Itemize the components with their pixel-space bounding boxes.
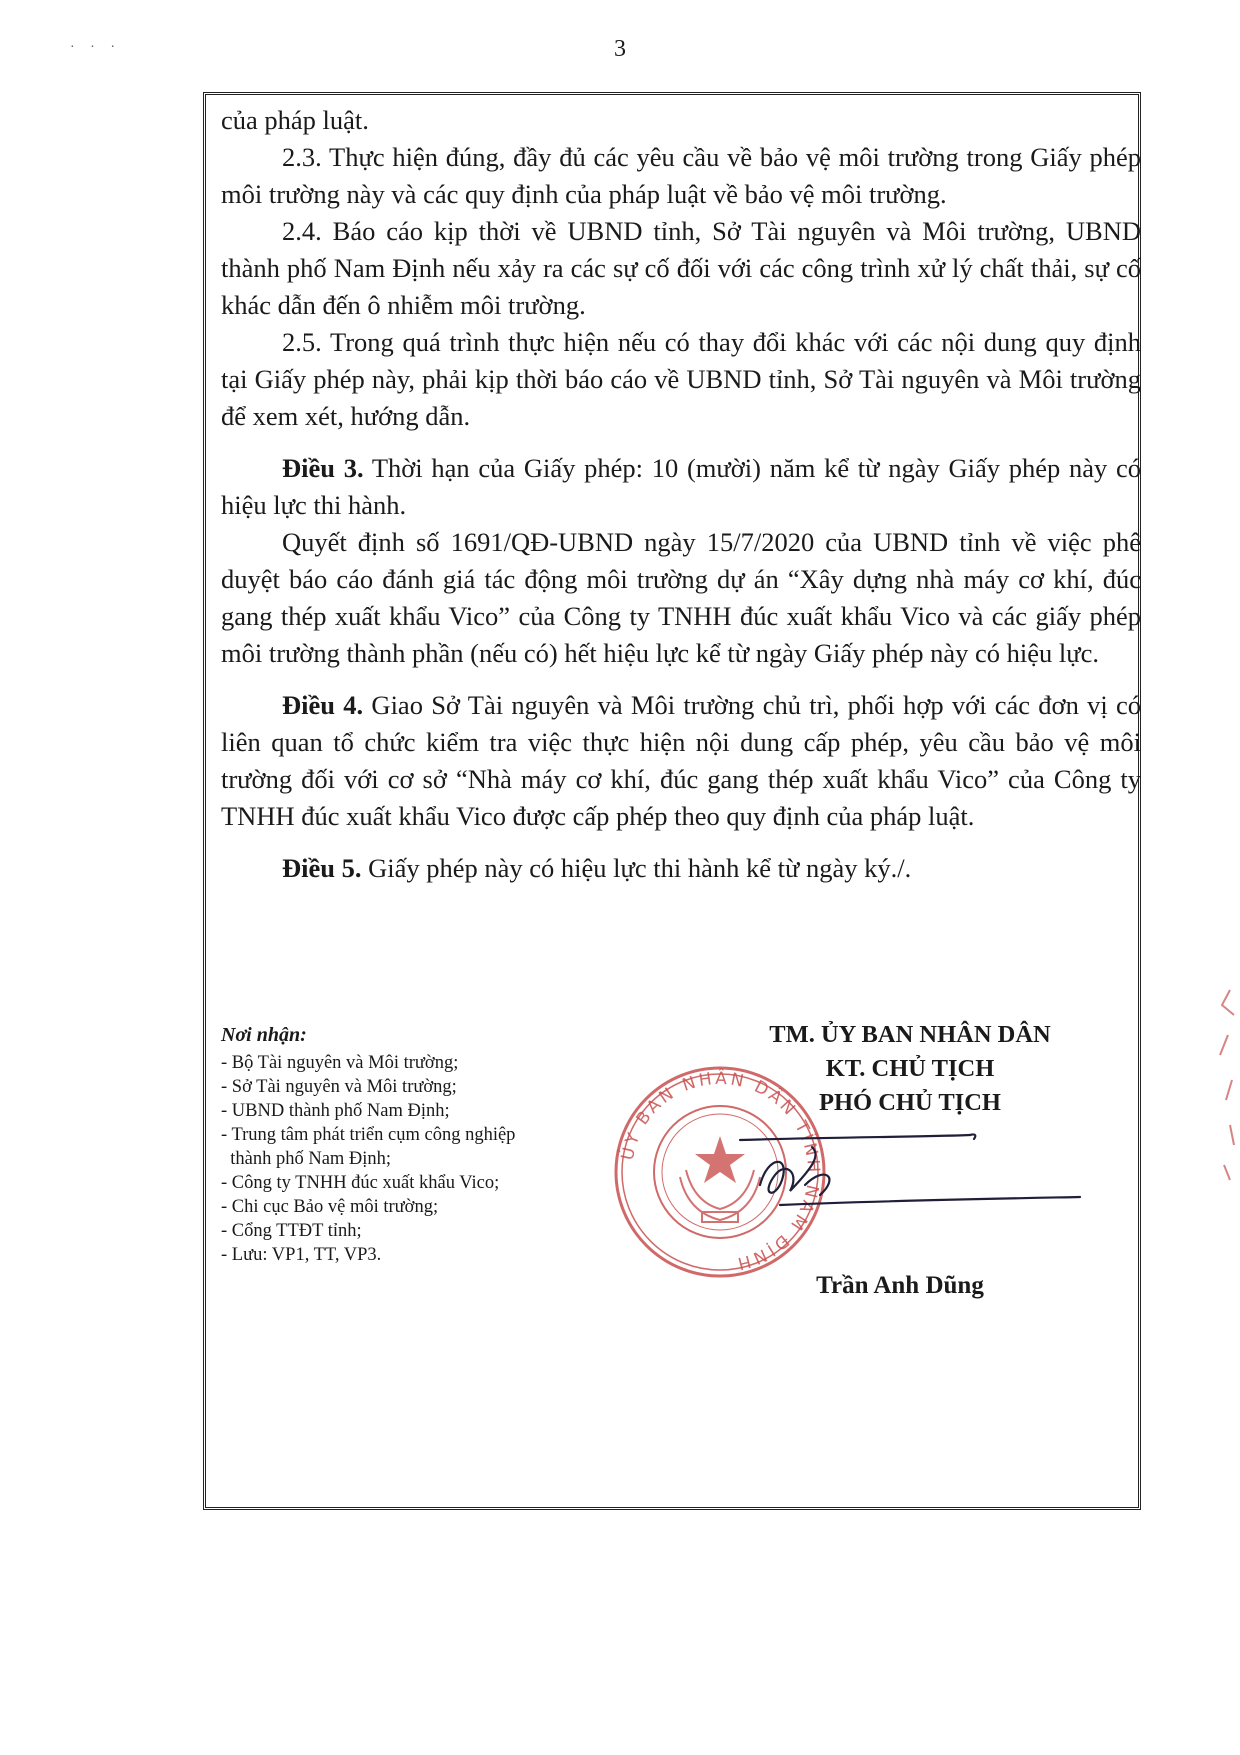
signature-title-1: TM. ỦY BAN NHÂN DÂN — [769, 1021, 1051, 1048]
recipient-item: - Bộ Tài nguyên và Môi trường; — [221, 1053, 459, 1073]
article-5-text: Giấy phép này có hiệu lực thi hành kể từ ngày ký./. — [361, 853, 912, 883]
paragraph-decision-1691: Quyết định số 1691/QĐ-UBND ngày 15/7/2020 của UBND tỉnh về việc phê duyệt báo cáo đánh giá tác động môi trường dự án “Xây dựng nhà máy cơ khí, đúc gang thép xuất khẩu Vico” của Công ty TNHH đúc xuất khẩu Vico và các giấy phép môi trường thành phần (nếu có) hết hiệu lực kể từ ngày Giấy phép này có hiệu lực. — [221, 527, 1141, 668]
recipients-heading: Nơi nhận: — [221, 1024, 307, 1046]
article-4-heading: Điều 4. — [282, 690, 364, 720]
article-5-heading: Điều 5. — [282, 853, 362, 883]
signature-title-2: KT. CHỦ TỊCH — [825, 1055, 995, 1082]
recipient-item: - UBND thành phố Nam Định; — [221, 1101, 450, 1121]
signer-name: Trần Anh Dũng — [816, 1272, 984, 1299]
paragraph-2-3: 2.3. Thực hiện đúng, đầy đủ các yêu cầu về bảo vệ môi trường trong Giấy phép môi trường này và các quy định của pháp luật về bảo vệ môi trường. — [221, 142, 1141, 209]
recipients-block — [221, 1023, 641, 1267]
article-3 — [221, 450, 1141, 524]
document-body — [221, 102, 1141, 887]
article-4 — [221, 687, 1141, 835]
recipient-item: - Trung tâm phát triển cụm công nghiệp — [221, 1125, 516, 1145]
svg-text:ỦY BAN NHÂN DÂN TỈNH NAM ĐỊNH: ỦY BAN NHÂN DÂN TỈNH NAM ĐỊNH — [617, 1068, 824, 1274]
recipient-item: - Công ty TNHH đúc xuất khẩu Vico; — [221, 1173, 500, 1193]
paragraph-2-5: 2.5. Trong quá trình thực hiện nếu có thay đổi khác với các nội dung quy định tại Giấy phép này, phải kịp thời báo cáo về UBND tỉnh, Sở Tài nguyên và Môi trường để xem xét, hướng dẫn. — [221, 327, 1141, 431]
article-3-text: Thời hạn của Giấy phép: 10 (mười) năm kể từ ngày Giấy phép này có hiệu lực thi hành. — [221, 453, 1141, 520]
recipients-list — [221, 1051, 641, 1267]
recipient-item: - Sở Tài nguyên và Môi trường; — [221, 1077, 457, 1097]
signature-title-3: PHÓ CHỦ TỊCH — [819, 1089, 1001, 1116]
recipient-item: thành phố Nam Định; — [221, 1149, 392, 1169]
recipient-item: - Lưu: VP1, TT, VP3. — [221, 1245, 382, 1265]
article-3-heading: Điều 3. — [282, 453, 364, 483]
page-number: 3 — [614, 36, 626, 62]
paragraph-2-4: 2.4. Báo cáo kịp thời về UBND tỉnh, Sở Tài nguyên và Môi trường, UBND thành phố Nam Định nếu xảy ra các sự cố đối với các công trình xử lý chất thải, sự cố khác dẫn đến ô nhiễm môi trường. — [221, 216, 1141, 320]
recipient-item: - Cổng TTĐT tỉnh; — [221, 1221, 362, 1241]
handwritten-signature — [720, 1125, 1090, 1235]
article-4-text: Giao Sở Tài nguyên và Môi trường chủ trì, phối hợp với các đơn vị có liên quan tổ chức kiểm tra việc thực hiện nội dung cấp phép, yêu cầu bảo vệ môi trường đối với cơ sở “Nhà máy cơ khí, đúc gang thép xuất khẩu Vico” của Công ty TNHH đúc xuất khẩu Vico được cấp phép theo quy định của pháp luật. — [221, 690, 1141, 831]
recipient-item: - Chi cục Bảo vệ môi trường; — [221, 1197, 439, 1217]
signature-block — [700, 1018, 1120, 1120]
paragraph-continuation: của pháp luật. — [221, 105, 369, 135]
scan-specks: · · · — [70, 40, 121, 55]
edge-stamp-fragment — [1200, 985, 1240, 1185]
article-5 — [221, 850, 1141, 887]
